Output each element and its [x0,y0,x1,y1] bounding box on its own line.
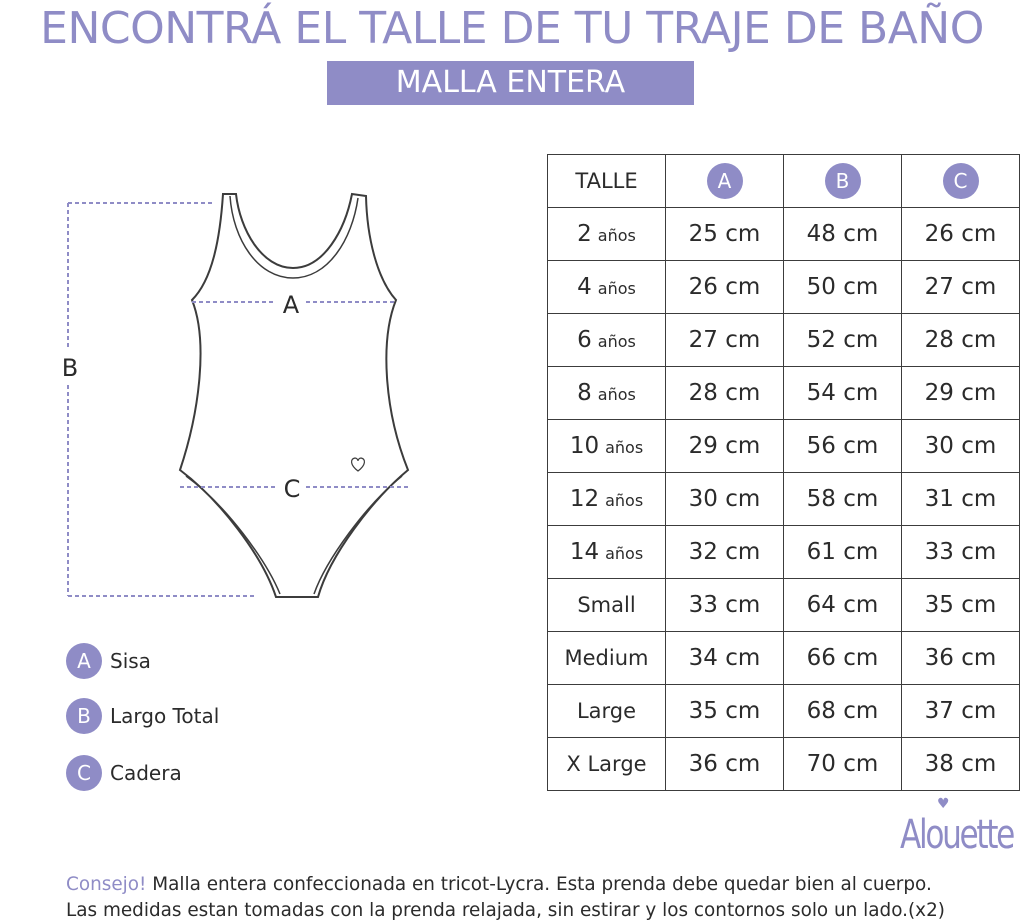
size-cell [548,314,666,367]
measure-c-cell: 28 cm [902,314,1020,367]
table-row [548,632,1020,685]
measure-a-cell: 34 cm [666,632,784,685]
table-row [548,261,1020,314]
measure-a-cell: 36 cm [666,738,784,791]
legend-badge-a: A [66,643,102,679]
measure-b-cell: 70 cm [784,738,902,791]
measure-a-cell: 25 cm [666,208,784,261]
label-c: C [283,475,301,503]
size-unit: años [605,544,644,563]
table-row [548,473,1020,526]
table-row [548,685,1020,738]
table-row [548,738,1020,791]
header-badge-c: C [943,163,979,199]
size-label: 8 [577,380,592,406]
legend-label-b: Largo Total [110,704,220,728]
header-badge-b: B [825,163,861,199]
size-cell [548,261,666,314]
measure-a-cell: 30 cm [666,473,784,526]
measure-a-cell: 33 cm [666,579,784,632]
measure-c-cell: 33 cm [902,526,1020,579]
legend-badge-b: B [66,698,102,734]
measure-a-cell: 35 cm [666,685,784,738]
note-line-2: Las medidas estan tomadas con la prenda relajada, sin estirar y los contornos solo un lado.(x2) [66,900,945,921]
header-c [902,155,1020,208]
size-label: X Large [566,752,647,776]
table-row [548,420,1020,473]
brand-name: Alouette [900,812,1014,858]
legend-badge-c: C [66,755,102,791]
brand-logo [900,796,1014,862]
note-prefix: Consejo! [66,874,147,895]
section-banner: MALLA ENTERA [327,61,694,105]
measure-a-cell: 32 cm [666,526,784,579]
measure-c-cell: 26 cm [902,208,1020,261]
measure-a-cell: 29 cm [666,420,784,473]
size-label: 2 [577,221,592,247]
size-label: Medium [564,646,649,670]
page-title: ENCONTRÁ EL TALLE DE TU TRAJE DE BAÑO [40,3,984,54]
size-cell [548,632,666,685]
table-row [548,367,1020,420]
measure-b-cell: 50 cm [784,261,902,314]
size-label: 14 [569,539,600,565]
measure-c-cell: 36 cm [902,632,1020,685]
heart-icon: ♥ [937,796,950,812]
size-cell [548,208,666,261]
measure-c-cell: 29 cm [902,367,1020,420]
size-label: 12 [569,486,600,512]
size-unit: años [597,279,636,298]
label-b: B [61,354,79,382]
size-cell [548,685,666,738]
header-badge-a: A [707,163,743,199]
measure-c-cell: 27 cm [902,261,1020,314]
measure-a-cell: 26 cm [666,261,784,314]
header-talle: TALLE [548,155,666,208]
size-label: 6 [577,327,592,353]
measure-c-cell: 37 cm [902,685,1020,738]
size-label: Small [577,593,636,617]
note-line-1: Malla entera confeccionada en tricot-Lycra. Esta prenda debe quedar bien al cuerpo. [146,874,932,895]
size-unit: años [597,332,636,351]
header-a [666,155,784,208]
measure-b-cell: 54 cm [784,367,902,420]
size-cell [548,526,666,579]
measure-a-cell: 27 cm [666,314,784,367]
size-label: Large [576,699,637,723]
size-cell [548,367,666,420]
legend-item-c [66,755,182,791]
table-row [548,526,1020,579]
legend-label-a: Sisa [110,649,151,673]
size-table [547,154,1020,791]
measure-b-cell: 61 cm [784,526,902,579]
table-row [548,314,1020,367]
size-unit: años [605,438,644,457]
label-a: A [282,291,300,319]
legend-item-b [66,698,219,734]
measure-c-cell: 35 cm [902,579,1020,632]
measure-b-cell: 56 cm [784,420,902,473]
measure-c-cell: 30 cm [902,420,1020,473]
advice-note [66,872,1022,924]
size-unit: años [605,491,644,510]
measure-c-cell: 31 cm [902,473,1020,526]
legend-label-c: Cadera [110,761,182,785]
table-row [548,579,1020,632]
table-row [548,208,1020,261]
size-label: 4 [577,274,592,300]
size-cell [548,738,666,791]
size-unit: años [597,226,636,245]
measure-b-cell: 68 cm [784,685,902,738]
size-unit: años [597,385,636,404]
measure-b-cell: 66 cm [784,632,902,685]
size-label: 10 [569,433,600,459]
measure-b-cell: 64 cm [784,579,902,632]
measure-b-cell: 52 cm [784,314,902,367]
measure-c-cell: 38 cm [902,738,1020,791]
legend-item-a [66,643,151,679]
swimsuit-diagram [0,180,430,620]
swimsuit-outline-icon [180,194,408,597]
size-cell [548,473,666,526]
size-cell [548,420,666,473]
measure-a-cell: 28 cm [666,367,784,420]
measure-b-cell: 48 cm [784,208,902,261]
header-b [784,155,902,208]
measure-b-cell: 58 cm [784,473,902,526]
size-cell [548,579,666,632]
table-header-row [548,155,1020,208]
